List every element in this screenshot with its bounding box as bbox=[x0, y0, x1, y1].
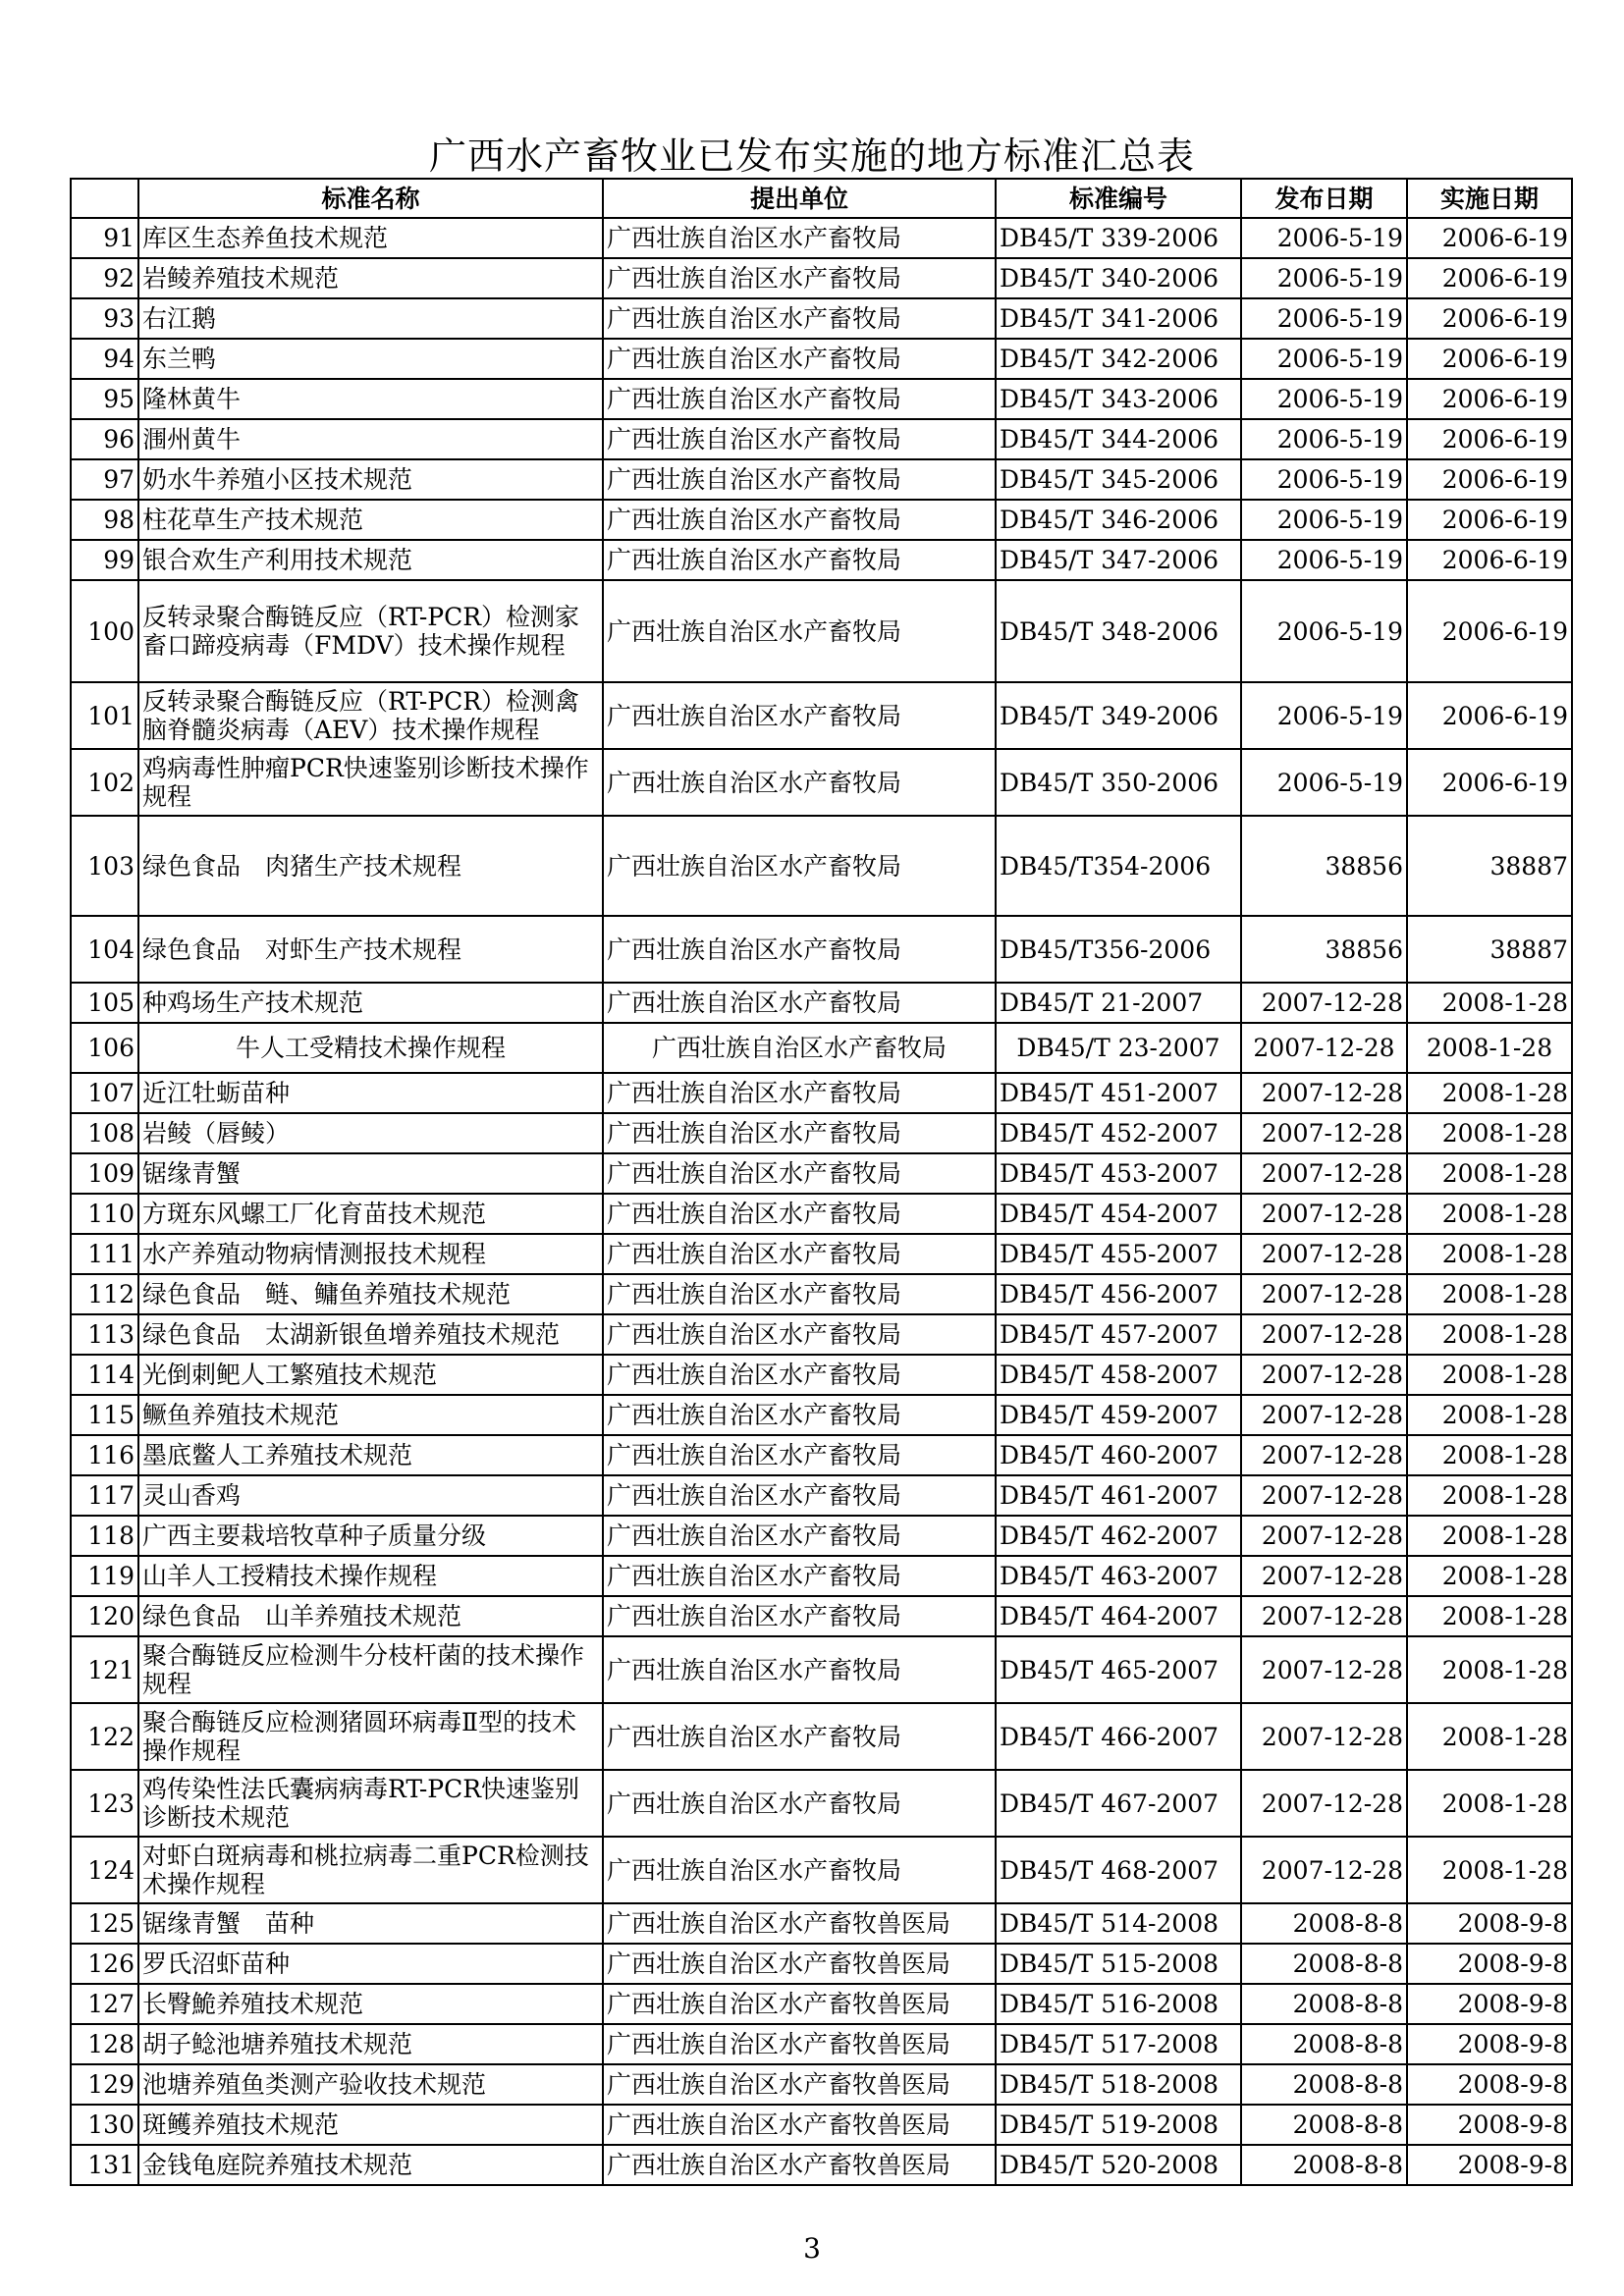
publish-date: 38856 bbox=[1241, 916, 1407, 983]
standard-code: DB45/T356-2006 bbox=[996, 916, 1241, 983]
publish-date: 2007-12-28 bbox=[1241, 1703, 1407, 1770]
table-row bbox=[71, 682, 1572, 749]
standard-name: 种鸡场生产技术规范 bbox=[138, 983, 603, 1023]
publish-date: 2008-8-8 bbox=[1241, 2024, 1407, 2064]
proposing-unit: 广西壮族自治区水产畜牧局 bbox=[603, 1274, 996, 1314]
row-index: 122 bbox=[71, 1703, 138, 1770]
row-index: 101 bbox=[71, 682, 138, 749]
publish-date: 2007-12-28 bbox=[1241, 1023, 1407, 1073]
table-row bbox=[71, 1636, 1572, 1703]
proposing-unit: 广西壮族自治区水产畜牧局 bbox=[603, 379, 996, 419]
table-row bbox=[71, 2064, 1572, 2105]
row-index: 116 bbox=[71, 1435, 138, 1475]
standard-code: DB45/T 460-2007 bbox=[996, 1435, 1241, 1475]
standard-name: 方斑东风螺工厂化育苗技术规范 bbox=[138, 1194, 603, 1234]
publish-date: 2007-12-28 bbox=[1241, 1435, 1407, 1475]
standard-code: DB45/T 464-2007 bbox=[996, 1596, 1241, 1636]
standard-name: 奶水牛养殖小区技术规范 bbox=[138, 459, 603, 500]
header-code: 标准编号 bbox=[996, 179, 1241, 218]
standard-name: 右江鹅 bbox=[138, 298, 603, 339]
row-index: 113 bbox=[71, 1314, 138, 1355]
header-name: 标准名称 bbox=[138, 179, 603, 218]
standard-name: 对虾白斑病毒和桃拉病毒二重PCR检测技术操作规程 bbox=[138, 1837, 603, 1903]
header-unit: 提出单位 bbox=[603, 179, 996, 218]
row-index: 107 bbox=[71, 1073, 138, 1113]
publish-date: 2006-5-19 bbox=[1241, 500, 1407, 540]
implement-date: 2008-9-8 bbox=[1407, 2105, 1572, 2145]
row-index: 129 bbox=[71, 2064, 138, 2105]
implement-date: 2006-6-19 bbox=[1407, 580, 1572, 682]
row-index: 108 bbox=[71, 1113, 138, 1153]
proposing-unit: 广西壮族自治区水产畜牧局 bbox=[603, 1770, 996, 1837]
standard-code: DB45/T 516-2008 bbox=[996, 1984, 1241, 2024]
header-impl-date: 实施日期 bbox=[1407, 179, 1572, 218]
implement-date: 2008-1-28 bbox=[1407, 1837, 1572, 1903]
standard-code: DB45/T 455-2007 bbox=[996, 1234, 1241, 1274]
table-row bbox=[71, 1770, 1572, 1837]
implement-date: 2006-6-19 bbox=[1407, 540, 1572, 580]
standard-name: 库区生态养鱼技术规范 bbox=[138, 218, 603, 258]
table-row bbox=[71, 1355, 1572, 1395]
table-row bbox=[71, 816, 1572, 916]
table-row bbox=[71, 1596, 1572, 1636]
publish-date: 2007-12-28 bbox=[1241, 1770, 1407, 1837]
table-row bbox=[71, 1073, 1572, 1113]
implement-date: 2008-1-28 bbox=[1407, 1636, 1572, 1703]
publish-date: 2008-8-8 bbox=[1241, 2064, 1407, 2105]
proposing-unit: 广西壮族自治区水产畜牧局 bbox=[603, 1153, 996, 1194]
standard-code: DB45/T 340-2006 bbox=[996, 258, 1241, 298]
standard-name: 锯缘青蟹 苗种 bbox=[138, 1903, 603, 1944]
row-index: 117 bbox=[71, 1475, 138, 1516]
implement-date: 2008-1-28 bbox=[1407, 1314, 1572, 1355]
standard-name: 隆林黄牛 bbox=[138, 379, 603, 419]
implement-date: 2006-6-19 bbox=[1407, 298, 1572, 339]
table-row bbox=[71, 916, 1572, 983]
table-row bbox=[71, 218, 1572, 258]
standard-name: 锯缘青蟹 bbox=[138, 1153, 603, 1194]
proposing-unit: 广西壮族自治区水产畜牧局 bbox=[603, 1023, 996, 1073]
standard-code: DB45/T 466-2007 bbox=[996, 1703, 1241, 1770]
table-row bbox=[71, 1234, 1572, 1274]
row-index: 102 bbox=[71, 749, 138, 816]
proposing-unit: 广西壮族自治区水产畜牧局 bbox=[603, 1234, 996, 1274]
standard-code: DB45/T354-2006 bbox=[996, 816, 1241, 916]
implement-date: 2008-1-28 bbox=[1407, 983, 1572, 1023]
proposing-unit: 广西壮族自治区水产畜牧兽医局 bbox=[603, 1984, 996, 2024]
standard-code: DB45/T 468-2007 bbox=[996, 1837, 1241, 1903]
standard-name: 墨底鳖人工养殖技术规范 bbox=[138, 1435, 603, 1475]
proposing-unit: 广西壮族自治区水产畜牧局 bbox=[603, 339, 996, 379]
standard-name: 池塘养殖鱼类测产验收技术规范 bbox=[138, 2064, 603, 2105]
row-index: 103 bbox=[71, 816, 138, 916]
proposing-unit: 广西壮族自治区水产畜牧局 bbox=[603, 540, 996, 580]
standard-code: DB45/T 463-2007 bbox=[996, 1556, 1241, 1596]
publish-date: 2008-8-8 bbox=[1241, 1903, 1407, 1944]
row-index: 124 bbox=[71, 1837, 138, 1903]
standard-code: DB45/T 456-2007 bbox=[996, 1274, 1241, 1314]
proposing-unit: 广西壮族自治区水产畜牧局 bbox=[603, 1703, 996, 1770]
standard-code: DB45/T 342-2006 bbox=[996, 339, 1241, 379]
standard-code: DB45/T 515-2008 bbox=[996, 1944, 1241, 1984]
standard-name: 牛人工受精技术操作规程 bbox=[138, 1023, 603, 1073]
proposing-unit: 广西壮族自治区水产畜牧局 bbox=[603, 1194, 996, 1234]
row-index: 105 bbox=[71, 983, 138, 1023]
publish-date: 2006-5-19 bbox=[1241, 218, 1407, 258]
table-row bbox=[71, 459, 1572, 500]
proposing-unit: 广西壮族自治区水产畜牧局 bbox=[603, 1636, 996, 1703]
standards-table bbox=[70, 178, 1573, 2186]
table-row bbox=[71, 1475, 1572, 1516]
row-index: 115 bbox=[71, 1395, 138, 1435]
table-row bbox=[71, 1153, 1572, 1194]
publish-date: 2008-8-8 bbox=[1241, 1984, 1407, 2024]
standard-code: DB45/T 461-2007 bbox=[996, 1475, 1241, 1516]
publish-date: 2007-12-28 bbox=[1241, 1153, 1407, 1194]
table-row bbox=[71, 1274, 1572, 1314]
standard-name: 绿色食品 太湖新银鱼增养殖技术规范 bbox=[138, 1314, 603, 1355]
standard-name: 聚合酶链反应检测猪圆环病毒Ⅱ型的技术操作规程 bbox=[138, 1703, 603, 1770]
standard-code: DB45/T 339-2006 bbox=[996, 218, 1241, 258]
proposing-unit: 广西壮族自治区水产畜牧兽医局 bbox=[603, 2064, 996, 2105]
table-row bbox=[71, 1435, 1572, 1475]
proposing-unit: 广西壮族自治区水产畜牧局 bbox=[603, 1516, 996, 1556]
proposing-unit: 广西壮族自治区水产畜牧局 bbox=[603, 682, 996, 749]
proposing-unit: 广西壮族自治区水产畜牧局 bbox=[603, 500, 996, 540]
publish-date: 2006-5-19 bbox=[1241, 298, 1407, 339]
proposing-unit: 广西壮族自治区水产畜牧兽医局 bbox=[603, 2024, 996, 2064]
standard-name: 胡子鲶池塘养殖技术规范 bbox=[138, 2024, 603, 2064]
publish-date: 38856 bbox=[1241, 816, 1407, 916]
publish-date: 2007-12-28 bbox=[1241, 1194, 1407, 1234]
proposing-unit: 广西壮族自治区水产畜牧局 bbox=[603, 916, 996, 983]
standard-code: DB45/T 462-2007 bbox=[996, 1516, 1241, 1556]
standard-name: 灵山香鸡 bbox=[138, 1475, 603, 1516]
publish-date: 2007-12-28 bbox=[1241, 1837, 1407, 1903]
proposing-unit: 广西壮族自治区水产畜牧局 bbox=[603, 580, 996, 682]
standard-code: DB45/T 350-2006 bbox=[996, 749, 1241, 816]
table-row bbox=[71, 983, 1572, 1023]
standard-code: DB45/T 452-2007 bbox=[996, 1113, 1241, 1153]
standard-code: DB45/T 454-2007 bbox=[996, 1194, 1241, 1234]
standard-name: 绿色食品 鲢、鳙鱼养殖技术规范 bbox=[138, 1274, 603, 1314]
proposing-unit: 广西壮族自治区水产畜牧兽医局 bbox=[603, 1944, 996, 1984]
publish-date: 2006-5-19 bbox=[1241, 540, 1407, 580]
row-index: 95 bbox=[71, 379, 138, 419]
publish-date: 2007-12-28 bbox=[1241, 1073, 1407, 1113]
implement-date: 2006-6-19 bbox=[1407, 749, 1572, 816]
standard-name: 反转录聚合酶链反应（RT-PCR）检测家畜口蹄疫病毒（FMDV）技术操作规程 bbox=[138, 580, 603, 682]
proposing-unit: 广西壮族自治区水产畜牧局 bbox=[603, 1073, 996, 1113]
standard-name: 广西主要栽培牧草种子质量分级 bbox=[138, 1516, 603, 1556]
standard-code: DB45/T 465-2007 bbox=[996, 1636, 1241, 1703]
standard-name: 罗氏沼虾苗种 bbox=[138, 1944, 603, 1984]
implement-date: 2008-1-28 bbox=[1407, 1475, 1572, 1516]
standard-code: DB45/T 349-2006 bbox=[996, 682, 1241, 749]
table-row bbox=[71, 2024, 1572, 2064]
standard-name: 鸡传染性法氏囊病病毒RT-PCR快速鉴别诊断技术规范 bbox=[138, 1770, 603, 1837]
standard-name: 绿色食品 对虾生产技术规程 bbox=[138, 916, 603, 983]
table-row bbox=[71, 1113, 1572, 1153]
standard-code: DB45/T 453-2007 bbox=[996, 1153, 1241, 1194]
implement-date: 2008-9-8 bbox=[1407, 1944, 1572, 1984]
standard-code: DB45/T 451-2007 bbox=[996, 1073, 1241, 1113]
page-title: 广西水产畜牧业已发布实施的地方标准汇总表 bbox=[428, 134, 1195, 178]
table-row bbox=[71, 1984, 1572, 2024]
table-row bbox=[71, 1944, 1572, 1984]
publish-date: 2007-12-28 bbox=[1241, 1395, 1407, 1435]
publish-date: 2007-12-28 bbox=[1241, 1234, 1407, 1274]
proposing-unit: 广西壮族自治区水产畜牧局 bbox=[603, 459, 996, 500]
proposing-unit: 广西壮族自治区水产畜牧局 bbox=[603, 749, 996, 816]
row-index: 91 bbox=[71, 218, 138, 258]
implement-date: 2006-6-19 bbox=[1407, 258, 1572, 298]
publish-date: 2006-5-19 bbox=[1241, 379, 1407, 419]
row-index: 94 bbox=[71, 339, 138, 379]
publish-date: 2007-12-28 bbox=[1241, 1636, 1407, 1703]
standard-name: 山羊人工授精技术操作规程 bbox=[138, 1556, 603, 1596]
publish-date: 2007-12-28 bbox=[1241, 983, 1407, 1023]
proposing-unit: 广西壮族自治区水产畜牧局 bbox=[603, 1475, 996, 1516]
publish-date: 2008-8-8 bbox=[1241, 2145, 1407, 2185]
header-pub-date: 发布日期 bbox=[1241, 179, 1407, 218]
standard-code: DB45/T 23-2007 bbox=[996, 1023, 1241, 1073]
implement-date: 2008-1-28 bbox=[1407, 1516, 1572, 1556]
implement-date: 2008-1-28 bbox=[1407, 1113, 1572, 1153]
publish-date: 2006-5-19 bbox=[1241, 682, 1407, 749]
proposing-unit: 广西壮族自治区水产畜牧局 bbox=[603, 1314, 996, 1355]
publish-date: 2006-5-19 bbox=[1241, 258, 1407, 298]
implement-date: 2008-1-28 bbox=[1407, 1596, 1572, 1636]
publish-date: 2007-12-28 bbox=[1241, 1516, 1407, 1556]
publish-date: 2006-5-19 bbox=[1241, 580, 1407, 682]
row-index: 97 bbox=[71, 459, 138, 500]
standard-name: 鸡病毒性肿瘤PCR快速鉴别诊断技术操作规程 bbox=[138, 749, 603, 816]
row-index: 98 bbox=[71, 500, 138, 540]
proposing-unit: 广西壮族自治区水产畜牧局 bbox=[603, 983, 996, 1023]
proposing-unit: 广西壮族自治区水产畜牧兽医局 bbox=[603, 2105, 996, 2145]
publish-date: 2007-12-28 bbox=[1241, 1556, 1407, 1596]
implement-date: 2008-9-8 bbox=[1407, 1984, 1572, 2024]
publish-date: 2006-5-19 bbox=[1241, 419, 1407, 459]
publish-date: 2007-12-28 bbox=[1241, 1475, 1407, 1516]
implement-date: 2006-6-19 bbox=[1407, 339, 1572, 379]
implement-date: 2008-1-28 bbox=[1407, 1770, 1572, 1837]
standard-name: 绿色食品 肉猪生产技术规程 bbox=[138, 816, 603, 916]
standard-name: 涠州黄牛 bbox=[138, 419, 603, 459]
standard-code: DB45/T 348-2006 bbox=[996, 580, 1241, 682]
standard-name: 水产养殖动物病情测报技术规程 bbox=[138, 1234, 603, 1274]
proposing-unit: 广西壮族自治区水产畜牧局 bbox=[603, 1395, 996, 1435]
table-body bbox=[71, 218, 1572, 2185]
table-row bbox=[71, 2145, 1572, 2185]
row-index: 123 bbox=[71, 1770, 138, 1837]
proposing-unit: 广西壮族自治区水产畜牧局 bbox=[603, 1556, 996, 1596]
standard-code: DB45/T 467-2007 bbox=[996, 1770, 1241, 1837]
row-index: 127 bbox=[71, 1984, 138, 2024]
table-row bbox=[71, 540, 1572, 580]
publish-date: 2007-12-28 bbox=[1241, 1274, 1407, 1314]
implement-date: 2008-9-8 bbox=[1407, 2024, 1572, 2064]
publish-date: 2007-12-28 bbox=[1241, 1355, 1407, 1395]
proposing-unit: 广西壮族自治区水产畜牧局 bbox=[603, 1113, 996, 1153]
standard-name: 金钱龟庭院养殖技术规范 bbox=[138, 2145, 603, 2185]
table-row bbox=[71, 500, 1572, 540]
row-index: 128 bbox=[71, 2024, 138, 2064]
publish-date: 2007-12-28 bbox=[1241, 1596, 1407, 1636]
table-row bbox=[71, 1516, 1572, 1556]
publish-date: 2006-5-19 bbox=[1241, 749, 1407, 816]
row-index: 111 bbox=[71, 1234, 138, 1274]
implement-date: 2008-1-28 bbox=[1407, 1073, 1572, 1113]
implement-date: 2008-1-28 bbox=[1407, 1023, 1572, 1073]
row-index: 110 bbox=[71, 1194, 138, 1234]
standard-code: DB45/T 520-2008 bbox=[996, 2145, 1241, 2185]
implement-date: 2006-6-19 bbox=[1407, 459, 1572, 500]
proposing-unit: 广西壮族自治区水产畜牧局 bbox=[603, 258, 996, 298]
implement-date: 2008-1-28 bbox=[1407, 1194, 1572, 1234]
row-index: 126 bbox=[71, 1944, 138, 1984]
proposing-unit: 广西壮族自治区水产畜牧局 bbox=[603, 298, 996, 339]
implement-date: 2008-1-28 bbox=[1407, 1274, 1572, 1314]
table-row bbox=[71, 1194, 1572, 1234]
implement-date: 38887 bbox=[1407, 816, 1572, 916]
standard-code: DB45/T 519-2008 bbox=[996, 2105, 1241, 2145]
implement-date: 2008-1-28 bbox=[1407, 1556, 1572, 1596]
row-index: 104 bbox=[71, 916, 138, 983]
table-row bbox=[71, 1837, 1572, 1903]
implement-date: 2006-6-19 bbox=[1407, 218, 1572, 258]
publish-date: 2007-12-28 bbox=[1241, 1113, 1407, 1153]
table-row bbox=[71, 1314, 1572, 1355]
standard-name: 近江牡蛎苗种 bbox=[138, 1073, 603, 1113]
implement-date: 2008-1-28 bbox=[1407, 1355, 1572, 1395]
table-row bbox=[71, 1023, 1572, 1073]
implement-date: 2008-9-8 bbox=[1407, 1903, 1572, 1944]
implement-date: 2006-6-19 bbox=[1407, 379, 1572, 419]
row-index: 131 bbox=[71, 2145, 138, 2185]
table-row bbox=[71, 1556, 1572, 1596]
proposing-unit: 广西壮族自治区水产畜牧局 bbox=[603, 218, 996, 258]
standard-code: DB45/T 459-2007 bbox=[996, 1395, 1241, 1435]
standard-code: DB45/T 457-2007 bbox=[996, 1314, 1241, 1355]
implement-date: 2008-9-8 bbox=[1407, 2064, 1572, 2105]
row-index: 92 bbox=[71, 258, 138, 298]
standard-name: 光倒刺鲃人工繁殖技术规范 bbox=[138, 1355, 603, 1395]
page-number: 3 bbox=[803, 2232, 821, 2265]
standard-code: DB45/T 343-2006 bbox=[996, 379, 1241, 419]
standard-name: 柱花草生产技术规范 bbox=[138, 500, 603, 540]
implement-date: 2006-6-19 bbox=[1407, 419, 1572, 459]
standard-name: 鳜鱼养殖技术规范 bbox=[138, 1395, 603, 1435]
table-row bbox=[71, 1395, 1572, 1435]
standard-name: 长臀鮠养殖技术规范 bbox=[138, 1984, 603, 2024]
standard-name: 岩鲮（唇鲮） bbox=[138, 1113, 603, 1153]
proposing-unit: 广西壮族自治区水产畜牧局 bbox=[603, 1435, 996, 1475]
row-index: 112 bbox=[71, 1274, 138, 1314]
proposing-unit: 广西壮族自治区水产畜牧局 bbox=[603, 419, 996, 459]
row-index: 100 bbox=[71, 580, 138, 682]
table-row bbox=[71, 419, 1572, 459]
implement-date: 2006-6-19 bbox=[1407, 500, 1572, 540]
row-index: 96 bbox=[71, 419, 138, 459]
row-index: 120 bbox=[71, 1596, 138, 1636]
row-index: 99 bbox=[71, 540, 138, 580]
standard-code: DB45/T 458-2007 bbox=[996, 1355, 1241, 1395]
standard-code: DB45/T 341-2006 bbox=[996, 298, 1241, 339]
proposing-unit: 广西壮族自治区水产畜牧局 bbox=[603, 1596, 996, 1636]
table-row bbox=[71, 298, 1572, 339]
row-index: 93 bbox=[71, 298, 138, 339]
table-row bbox=[71, 258, 1572, 298]
implement-date: 2008-1-28 bbox=[1407, 1395, 1572, 1435]
standard-code: DB45/T 517-2008 bbox=[996, 2024, 1241, 2064]
row-index: 118 bbox=[71, 1516, 138, 1556]
row-index: 125 bbox=[71, 1903, 138, 1944]
implement-date: 2008-1-28 bbox=[1407, 1435, 1572, 1475]
table-header-row bbox=[71, 179, 1572, 218]
table-row bbox=[71, 379, 1572, 419]
implement-date: 2008-1-28 bbox=[1407, 1703, 1572, 1770]
implement-date: 2006-6-19 bbox=[1407, 682, 1572, 749]
standard-name: 绿色食品 山羊养殖技术规范 bbox=[138, 1596, 603, 1636]
standard-name: 聚合酶链反应检测牛分枝杆菌的技术操作规程 bbox=[138, 1636, 603, 1703]
table-row bbox=[71, 1703, 1572, 1770]
implement-date: 38887 bbox=[1407, 916, 1572, 983]
implement-date: 2008-1-28 bbox=[1407, 1153, 1572, 1194]
implement-date: 2008-1-28 bbox=[1407, 1234, 1572, 1274]
standard-name: 东兰鸭 bbox=[138, 339, 603, 379]
standard-code: DB45/T 346-2006 bbox=[996, 500, 1241, 540]
publish-date: 2006-5-19 bbox=[1241, 459, 1407, 500]
table-row bbox=[71, 2105, 1572, 2145]
table-row bbox=[71, 580, 1572, 682]
publish-date: 2008-8-8 bbox=[1241, 1944, 1407, 1984]
proposing-unit: 广西壮族自治区水产畜牧局 bbox=[603, 1837, 996, 1903]
row-index: 121 bbox=[71, 1636, 138, 1703]
implement-date: 2008-9-8 bbox=[1407, 2145, 1572, 2185]
row-index: 106 bbox=[71, 1023, 138, 1073]
standard-name: 反转录聚合酶链反应（RT-PCR）检测禽脑脊髓炎病毒（AEV）技术操作规程 bbox=[138, 682, 603, 749]
proposing-unit: 广西壮族自治区水产畜牧兽医局 bbox=[603, 2145, 996, 2185]
header-index bbox=[71, 179, 138, 218]
table-row bbox=[71, 1903, 1572, 1944]
publish-date: 2007-12-28 bbox=[1241, 1314, 1407, 1355]
row-index: 114 bbox=[71, 1355, 138, 1395]
publish-date: 2008-8-8 bbox=[1241, 2105, 1407, 2145]
row-index: 130 bbox=[71, 2105, 138, 2145]
proposing-unit: 广西壮族自治区水产畜牧局 bbox=[603, 1355, 996, 1395]
proposing-unit: 广西壮族自治区水产畜牧兽医局 bbox=[603, 1903, 996, 1944]
table-row bbox=[71, 339, 1572, 379]
standard-code: DB45/T 21-2007 bbox=[996, 983, 1241, 1023]
standard-name: 银合欢生产利用技术规范 bbox=[138, 540, 603, 580]
standard-code: DB45/T 344-2006 bbox=[996, 419, 1241, 459]
publish-date: 2006-5-19 bbox=[1241, 339, 1407, 379]
table-row bbox=[71, 749, 1572, 816]
standard-code: DB45/T 347-2006 bbox=[996, 540, 1241, 580]
standard-name: 斑鳠养殖技术规范 bbox=[138, 2105, 603, 2145]
standard-code: DB45/T 518-2008 bbox=[996, 2064, 1241, 2105]
standard-code: DB45/T 514-2008 bbox=[996, 1903, 1241, 1944]
proposing-unit: 广西壮族自治区水产畜牧局 bbox=[603, 816, 996, 916]
standard-name: 岩鲮养殖技术规范 bbox=[138, 258, 603, 298]
row-index: 109 bbox=[71, 1153, 138, 1194]
row-index: 119 bbox=[71, 1556, 138, 1596]
standard-code: DB45/T 345-2006 bbox=[996, 459, 1241, 500]
